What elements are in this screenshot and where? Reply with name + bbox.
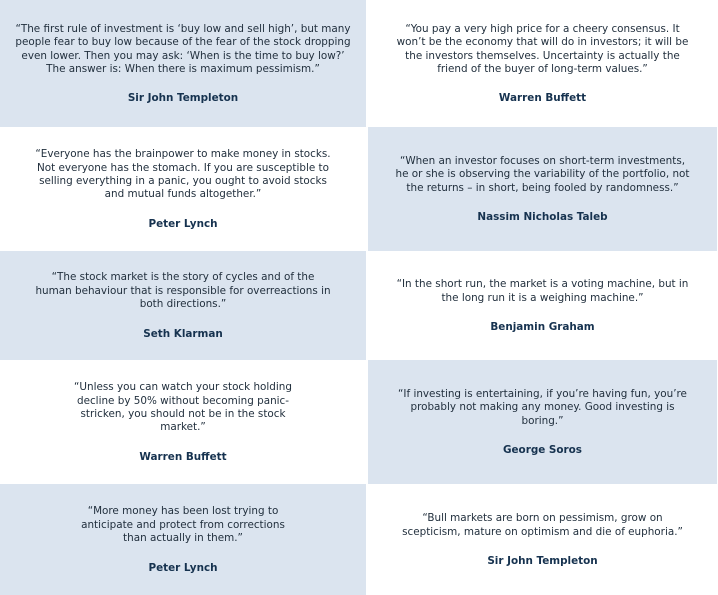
quote-text: “The stock market is the story of cycles and of the human behaviour that is responsible for overreactions in both directions.”	[35, 271, 331, 311]
quote-author: Sir John Templeton	[487, 554, 598, 567]
quote-text: “You pay a very high price for a cheery consensus. It won’t be the economy that will do in investors; it will be the investors themselves. Uncertainty is actually the friend of the buyer of long-term values.”	[396, 22, 689, 75]
quote-text: “If investing is entertaining, if you’re having fun, you’re probably not making any money. Good investing is boring.”	[398, 387, 687, 427]
quote-author: Seth Klarman	[143, 327, 223, 340]
quote-card	[368, 484, 717, 595]
quote-card	[0, 127, 366, 251]
quote-card	[0, 484, 366, 595]
quote-author: Peter Lynch	[148, 217, 218, 230]
quote-author: Nassim Nicholas Taleb	[477, 211, 608, 224]
quote-text: “Everyone has the brainpower to make money in stocks. Not everyone has the stomach. If you are susceptible to selling everything in a panic, you ought to avoid stocks and mutual funds altogether.”	[35, 148, 331, 201]
quote-text: “Unless you can watch your stock holding decline by 50% without becoming panic-stricken, you should not be in the stock market.”	[74, 381, 292, 434]
quote-text: “When an investor focuses on short-term investments, he or she is observing the variability of the portfolio, not the returns – in short, being fooled by randomness.”	[395, 154, 690, 194]
quote-card	[368, 0, 717, 127]
quote-author: Peter Lynch	[148, 561, 218, 574]
quote-text: “Bull markets are born on pessimism, grow on scepticism, mature on optimism and die of euphoria.”	[402, 512, 683, 538]
quote-author: George Soros	[502, 444, 582, 457]
quote-card	[0, 251, 366, 360]
quote-card	[368, 251, 717, 360]
quote-author: Sir John Templeton	[127, 92, 239, 105]
quote-author: Warren Buffett	[139, 450, 227, 463]
quote-author: Benjamin Graham	[490, 320, 595, 333]
quote-card	[368, 360, 717, 484]
quote-text: “The first rule of investment is ‘buy low and sell high’, but many people fear to buy low because of the fear of the stock dropping even lower. Then you may ask: ‘When is the time to buy low?’ The answer is: When there is maximum pessimism.”	[15, 22, 351, 75]
quote-card	[368, 127, 717, 251]
quote-text: “More money has been lost trying to anticipate and protect from corrections than actually in them.”	[81, 505, 285, 545]
quote-card	[0, 0, 366, 127]
quote-card	[0, 360, 366, 484]
quote-author: Warren Buffett	[498, 92, 587, 105]
quote-text: “In the short run, the market is a voting machine, but in the long run it is a weighing machine.”	[396, 278, 689, 304]
